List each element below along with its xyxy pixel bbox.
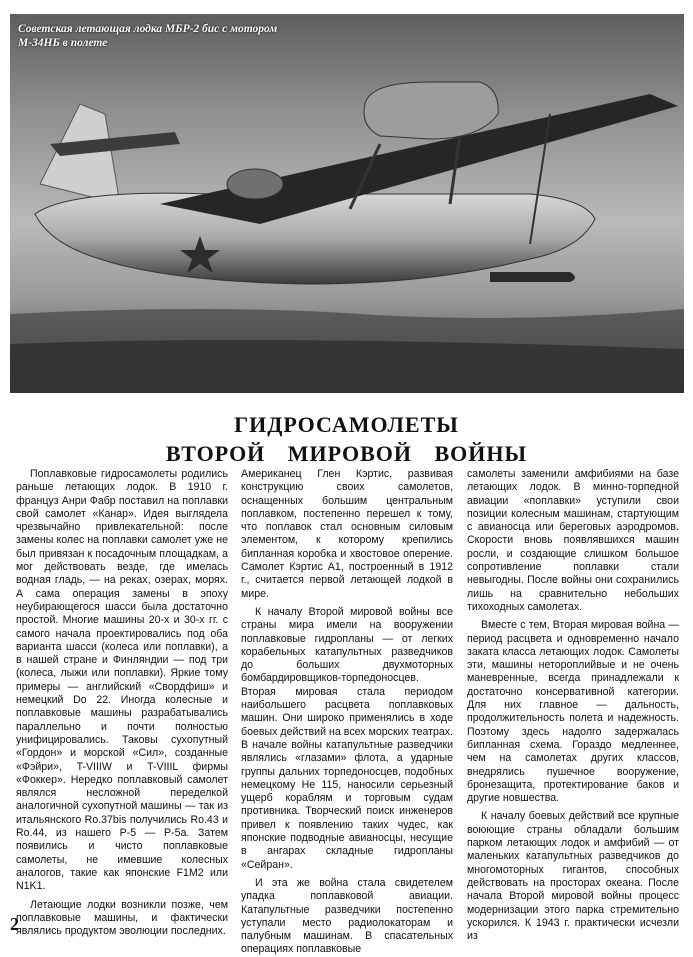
paragraph: Поплавковые гидросамолеты родились раньше летающих лодок. В 1910 г. француз Анри Фабр поставил на поплавки свой самолет «Канар». Идея выглядела чрезвычайно привлекательной: после замены колес на поплавки самолет уже не был привязан к посадочным площадкам, а мог действовать везде, где имелась водная гладь, — на реках, озерах, морях. А сама операция замены в эпоху неубирающегося шасси была достаточно простой. Многие машины 20-х и 30-х гг. с самого начала проектировались под оба варианта шасси (колеса или поплавки), а в нашей стране и Финляндии — под три (колеса, лыжи или поплавки). Яркие тому примеры — английский «Свордфиш» и немецкий Do 22. Иногда колесные и поплавковые машины разрабатывались параллельно и почти полностью унифицировались. Таковы сухопутный «Гордон» и морской «Сил», созданные «Фэйри», T-VIIIW и T-VIIIL фирмы «Фоккер». Нередко поплавковый самолет являлся несложной переделкой аналогичной сухопутной машины — так из итальянского Ro.37bis получились Ro.43 и Ro.44, из нашего Р-5 — Р-5а. Затем появились и чисто поплавковые самолеты, не имевшие колесных аналогов, такие как японские F1M2 или N1K1.	[16, 468, 228, 893]
paragraph: Вместе с тем, Вторая мировая война — период расцвета и одновременно начало заката класса летающих лодок. Самолеты эти, машины нетороплийвые и не очень маневренные, всегда принадлежали к достаточно консервативной категории. Для них главное — дальность, продолжительность полета и надежность. Поэтому здесь надолго задержалась бипланная схема. Гораздо медленнее, чем на самолетах других классов, внедрялись пушечное вооружение, бронезащита, протектирование баков и другие новшества.	[467, 619, 679, 805]
article-title-line-2: ВТОРОЙ МИРОВОЙ ВОЙНЫ	[165, 441, 528, 466]
paragraph: Летающие лодки возникли позже, чем поплавковые машины, и фактически являлись продуктом эволюции последних.	[16, 898, 228, 938]
text-column-2	[241, 468, 453, 957]
flying-boat-photo	[10, 14, 684, 393]
article-title-line-1: ГИДРОСАМОЛЕТЫ	[234, 412, 459, 437]
paragraph: К началу боевых действий все крупные воюющие страны обладали большим парком летающих лодок и амфибий — от маленьких катапультных разведчиков до многомоторных гигантов, способных действовать на просторах океана. После начала Второй мировой войны процесс модернизации этого парка стремительно ускорился. К 1943 г. практически исчезли из	[467, 810, 679, 943]
text-column-3	[467, 468, 679, 943]
paragraph: самолеты заменили амфибиями на базе летающих лодок. В минно-торпедной авиации «поплавки» уступили свои позиции колесным машинам, стартующим с авианосца или береговых аэродромов. Скорости вновь появлявшихся машин росли, и создающие слишком большое сопротивление поплавки стали невыгодны. После войны они сохранились лишь на сравнительно небольших тихоходных самолетах.	[467, 468, 679, 613]
text-column-1	[16, 468, 228, 938]
photo-caption: Советская летающая лодка МБР-2 бис с мотором М-34НБ в полете	[18, 23, 278, 49]
page-number: 2	[10, 914, 19, 934]
paragraph: Американец Глен Кэртис, развивая конструкцию своих самолетов, оснащенных большим центральным поплавком, постепенно перешел к тому, что поплавок стал основным силовым элементом, к которому крепились бипланная коробка и хвостовое оперение. Самолет Кэртис А1, построенный в 1912 г., считается первой летающей лодкой в мире.	[241, 468, 453, 600]
flying-boat-illustration	[10, 14, 684, 393]
paragraph: К началу Второй мировой войны все страны мира имели на вооружении поплавковые гидропланы — от легких корабельных катапультных разведчиков до больших двухмоторных бомбардировщиков-торпедоносцев. Вторая мировая стала периодом наибольшего расцвета поплавковых машин. Они широко применялись в ходе боевых действий на всех морских театрах. В начале войны катапультные разведчики являлись «глазами» флота, а ударные группы дальних торпедоносцев, подобных немецкому Не 115, наносили серьезный ущерб кораблям и торговым судам противника. Творческий поиск инженеров привел к появлению таких чудес, как японские подводные авианосцы, несущие в ангарах складные гидропланы «Сейран».	[241, 605, 453, 871]
paragraph: И эта же война стала свидетелем упадка поплавковой авиации. Катапультные разведчики постепенно уступали место радиолокаторам и палубным машинам. В спасательных операциях поплавковые	[241, 876, 453, 956]
